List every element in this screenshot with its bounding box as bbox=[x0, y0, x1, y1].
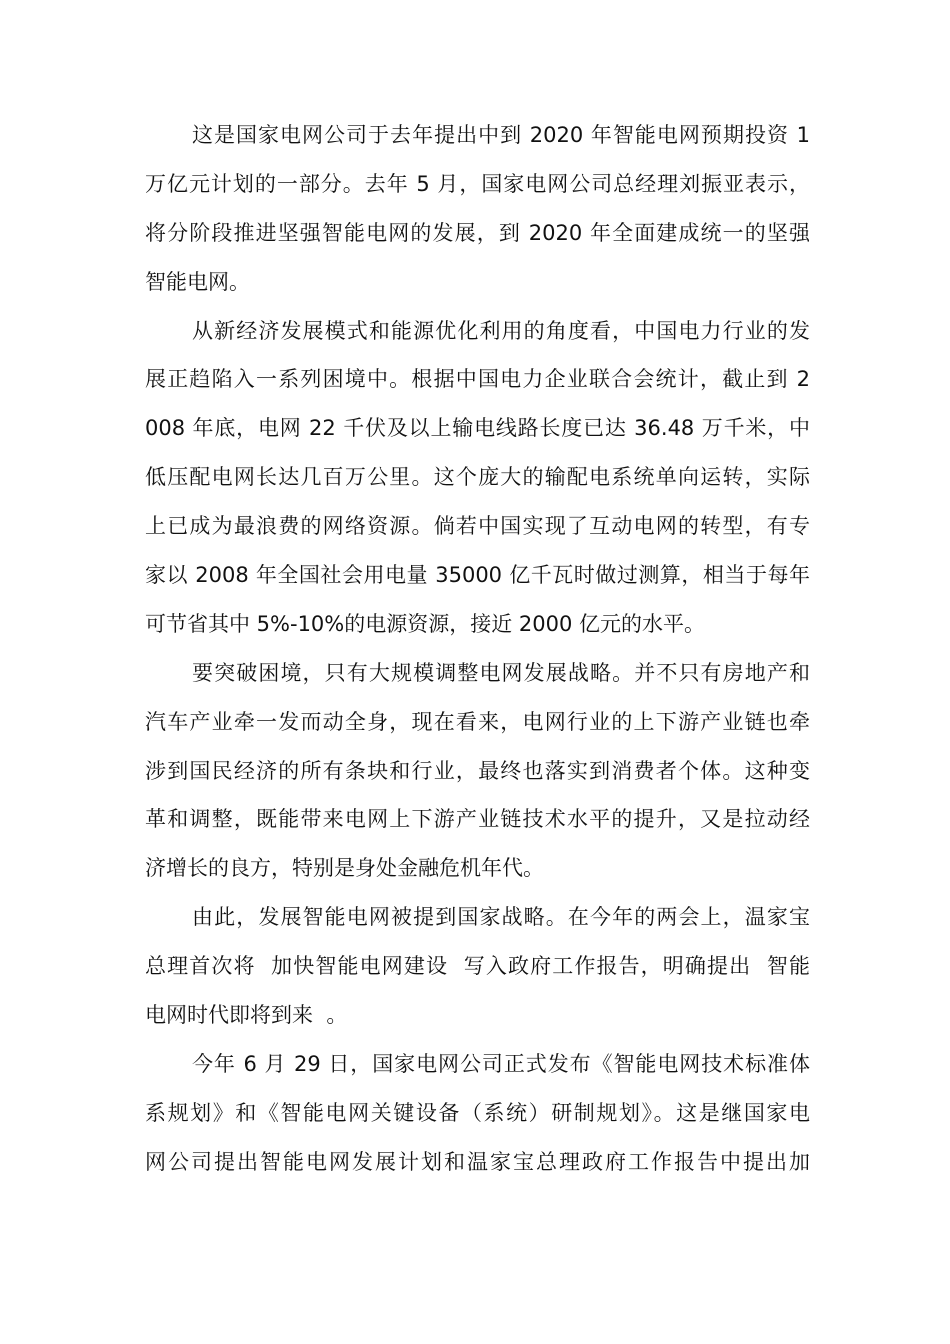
document-body bbox=[145, 111, 810, 1187]
text-line: 008 年底，电网 22 千伏及以上输电线路长度已达 36.48 万千米，中 bbox=[145, 416, 810, 441]
text-line: 革和调整，既能带来电网上下游产业链技术水平的提升，又是拉动经 bbox=[145, 807, 810, 832]
text-line: 总理首次将 加快智能电网建设 写入政府工作报告，明确提出 智能 bbox=[145, 954, 810, 979]
text-line: 要突破困境，只有大规模调整电网发展战略。并不只有房地产和 bbox=[192, 660, 810, 685]
text-line: 汽车产业牵一发而动全身，现在看来，电网行业的上下游产业链也牵 bbox=[145, 709, 810, 734]
text-line: 智能电网。 bbox=[145, 269, 250, 294]
text-line: 网公司提出智能电网发展计划和温家宝总理政府工作报告中提出加 bbox=[145, 1149, 810, 1174]
text-line: 上已成为最浪费的网络资源。倘若中国实现了互动电网的转型，有专 bbox=[145, 514, 810, 539]
text-line: 可节省其中 5%-10%的电源资源，接近 2000 亿元的水平。 bbox=[145, 611, 706, 636]
text-line: 将分阶段推进坚强智能电网的发展，到 2020 年全面建成统一的坚强 bbox=[145, 220, 810, 245]
text-line: 万亿元计划的一部分。去年 5 月，国家电网公司总经理刘振亚表示， bbox=[145, 171, 810, 196]
text-line: 今年 6 月 29 日，国家电网公司正式发布《智能电网技术标准体 bbox=[192, 1051, 810, 1076]
text-line: 涉到国民经济的所有条块和行业，最终也落实到消费者个体。这种变 bbox=[145, 758, 810, 783]
paragraph-3 bbox=[145, 649, 810, 893]
text-line: 低压配电网长达几百万公里。这个庞大的输配电系统单向运转，实际 bbox=[145, 465, 810, 490]
text-line: 展正趋陷入一系列困境中。根据中国电力企业联合会统计，截止到 2 bbox=[145, 367, 810, 392]
text-line: 电网时代即将到来 。 bbox=[145, 1003, 348, 1028]
paragraph-5 bbox=[145, 1040, 810, 1187]
text-line: 系规划》和《智能电网关键设备（系统）研制规划》。这是继国家电 bbox=[145, 1100, 810, 1125]
text-line: 从新经济发展模式和能源优化利用的角度看，中国电力行业的发 bbox=[192, 318, 810, 343]
paragraph-4 bbox=[145, 893, 810, 1040]
text-line: 济增长的良方，特别是身处金融危机年代。 bbox=[145, 856, 544, 881]
paragraph-1 bbox=[145, 111, 810, 307]
text-line: 家以 2008 年全国社会用电量 35000 亿千瓦时做过测算，相当于每年 bbox=[145, 563, 810, 588]
paragraph-2 bbox=[145, 307, 810, 649]
text-line: 由此，发展智能电网被提到国家战略。在今年的两会上，温家宝 bbox=[192, 905, 810, 930]
text-line: 这是国家电网公司于去年提出中到 2020 年智能电网预期投资 1 bbox=[192, 123, 810, 147]
